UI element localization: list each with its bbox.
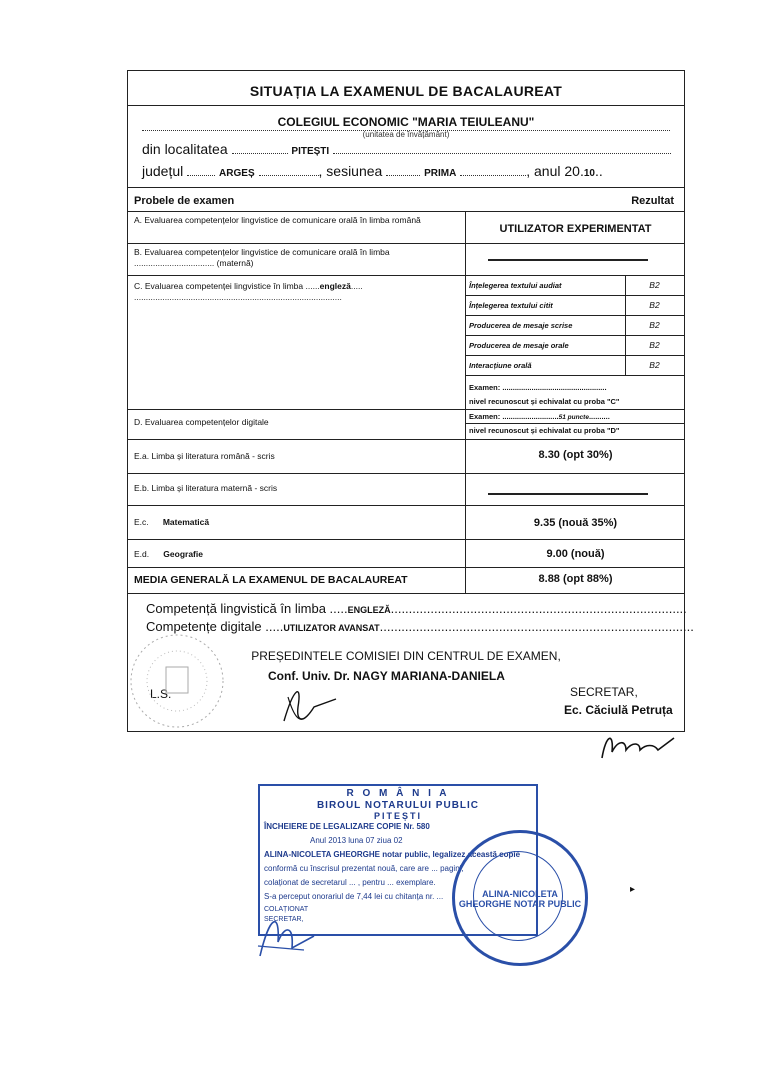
d-exam-value: 51 puncte [558, 414, 589, 421]
column-header-probe: Probele de examen [134, 195, 235, 207]
school-caption: (unitatea de învățământ) [362, 130, 450, 139]
school-name: COLEGIUL ECONOMIC "MARIA TEIULEANU" [142, 115, 670, 131]
divider [128, 439, 684, 440]
row-eb-label: E.b. Limba și literatura maternă - scris [134, 483, 278, 493]
ling-competence-line: Competență lingvistică în limba .....ENGLEZĂ.................................................................................. [146, 601, 687, 616]
digital-competence-line: Competențe digitale .....UTILIZATOR AVANSAT....................................................................................... [146, 619, 694, 634]
row-c-language: engleză [319, 281, 351, 291]
c-level-4: B2 [649, 340, 660, 350]
row-c-dots: ........................................................................................ [134, 292, 342, 302]
media-result: 8.88 (opt 88%) [538, 573, 613, 585]
year-value: 10 [583, 168, 595, 179]
c-level-1: B2 [649, 280, 660, 290]
row-ec-result: 9.35 (nouă 35%) [533, 517, 618, 529]
county-session-line: județul ARGEȘ , sesiunea PRIMA , anul 20.10.. [142, 163, 603, 179]
row-a-label: A. Evaluarea competențelor lingvistice de comunicare orală în limba română [134, 215, 421, 225]
row-d-label: D. Evaluarea competențelor digitale [134, 417, 269, 427]
divider [128, 187, 684, 188]
row-ea-result: 8.30 (opt 30%) [538, 449, 613, 461]
c-skill-1: Înțelegerea textului audiat [469, 281, 562, 290]
notary-signature-icon [254, 906, 320, 966]
notary-line-2: Anul 2013 luna 07 ziua 02 [310, 836, 403, 845]
president-signature-icon [274, 677, 344, 729]
divider [128, 473, 684, 474]
divider [128, 211, 684, 212]
notary-city: PITEȘTI [373, 811, 422, 821]
row-a-result: UTILIZATOR EXPERIMENTAT [499, 223, 652, 235]
notary-round-stamp [452, 830, 588, 966]
president-name: Conf. Univ. Dr. NAGY MARIANA-DANIELA [268, 669, 505, 683]
row-b-label: B. Evaluarea competențelor lingvistice de comunicare orală în limba .................................. (maternă) [134, 247, 390, 268]
notary-line-4: conformă cu înscrisul prezentat nouă, care are ... pagini, [264, 864, 464, 873]
notary-office: BIROUL NOTARULUI PUBLIC [316, 800, 480, 811]
locality-label: din localitatea [142, 141, 228, 157]
document-title: SITUAȚIA LA EXAMENUL DE BACALAUREAT [249, 83, 563, 99]
notary-round-stamp-text: ALINA-NICOLETA GHEORGHE NOTAR PUBLIC [458, 889, 582, 909]
media-label: MEDIA GENERALĂ LA EXAMENUL DE BACALAUREAT [134, 574, 408, 586]
notary-country: R O M Â N I A [346, 788, 450, 799]
column-divider [465, 211, 466, 593]
bullet-mark: ▸ [630, 884, 636, 895]
exam-record-frame [127, 70, 694, 732]
c-level-5: B2 [649, 360, 660, 370]
row-ea-label: E.a. Limba și literatura română - scris [134, 451, 275, 461]
president-title: PREȘEDINTELE COMISIEI DIN CENTRUL DE EXAMEN, [251, 649, 561, 663]
c-skill-3: Producerea de mesaje scrise [469, 321, 573, 330]
divider [128, 275, 684, 276]
row-eb-result-blank [488, 493, 648, 495]
notary-line-1: ÎNCHEIERE DE LEGALIZARE COPIE Nr. 580 [264, 822, 430, 831]
row-ec-label: E.c. Matematică [134, 517, 210, 527]
notary-line-6: S-a perceput onorariul de 7,44 lei cu chitanța nr. ... [264, 892, 444, 901]
county-label: județul [142, 163, 184, 179]
divider [128, 539, 684, 540]
c-recognized: nivel recunoscut și echivalat cu proba "C" [469, 397, 620, 406]
session-value: PRIMA [424, 168, 457, 179]
c-exam: Examen: .................................................. [469, 383, 607, 392]
divider [128, 593, 684, 594]
school-seal-icon [122, 631, 232, 731]
d-exam: Examen: ...........................51 puncte.......... [469, 412, 610, 421]
session-label: sesiunea [326, 163, 383, 179]
notary-line-8: SECRETAR, [264, 916, 304, 923]
divider [128, 567, 684, 568]
divider [128, 105, 684, 106]
row-ed-subject: Geografie [163, 549, 203, 559]
digital-competence-value: UTILIZATOR AVANSAT [283, 623, 380, 633]
c-skill-5: Interacțiune orală [469, 361, 532, 370]
secretary-title: SECRETAR, [570, 685, 638, 699]
divider [128, 409, 684, 410]
divider [128, 243, 684, 244]
row-ed-label: E.d. Geografie [134, 549, 203, 559]
notary-line-3: ALINA-NICOLETA GHEORGHE notar public, legalizez această copie [264, 850, 521, 859]
secretary-name: Ec. Căciulă Petruța [564, 703, 673, 717]
c-skill-4: Producerea de mesaje orale [469, 341, 569, 350]
c-level-3: B2 [649, 320, 660, 330]
ls-label: L.S. [150, 687, 172, 701]
ling-competence-value: ENGLEZĂ [347, 605, 391, 615]
row-c-label: C. Evaluarea competenței lingvistice în limba ......engleză..... ........................................................................................ [134, 281, 363, 302]
row-ec-subject: Matematică [162, 517, 210, 527]
locality-value: PITEȘTI [291, 146, 330, 157]
row-b-result-blank [488, 259, 648, 261]
secretary-signature-icon [596, 728, 680, 766]
d-recognized: nivel recunoscut și echivalat cu proba "D" [469, 426, 620, 435]
divider [128, 505, 684, 506]
column-header-result: Rezultat [631, 195, 674, 207]
notary-line-5: colaționat de secretarul ... , pentru ... exemplare. [264, 878, 436, 887]
row-ed-result: 9.00 (nouă) [546, 548, 605, 560]
c-skill-2: Înțelegerea textului citit [469, 301, 553, 310]
notary-line-7: COLAȚIONAT [264, 906, 309, 913]
c-level-2: B2 [649, 300, 660, 310]
year-label: anul 20. [534, 163, 584, 179]
county-value: ARGEȘ [219, 168, 255, 179]
locality-line [142, 141, 670, 157]
